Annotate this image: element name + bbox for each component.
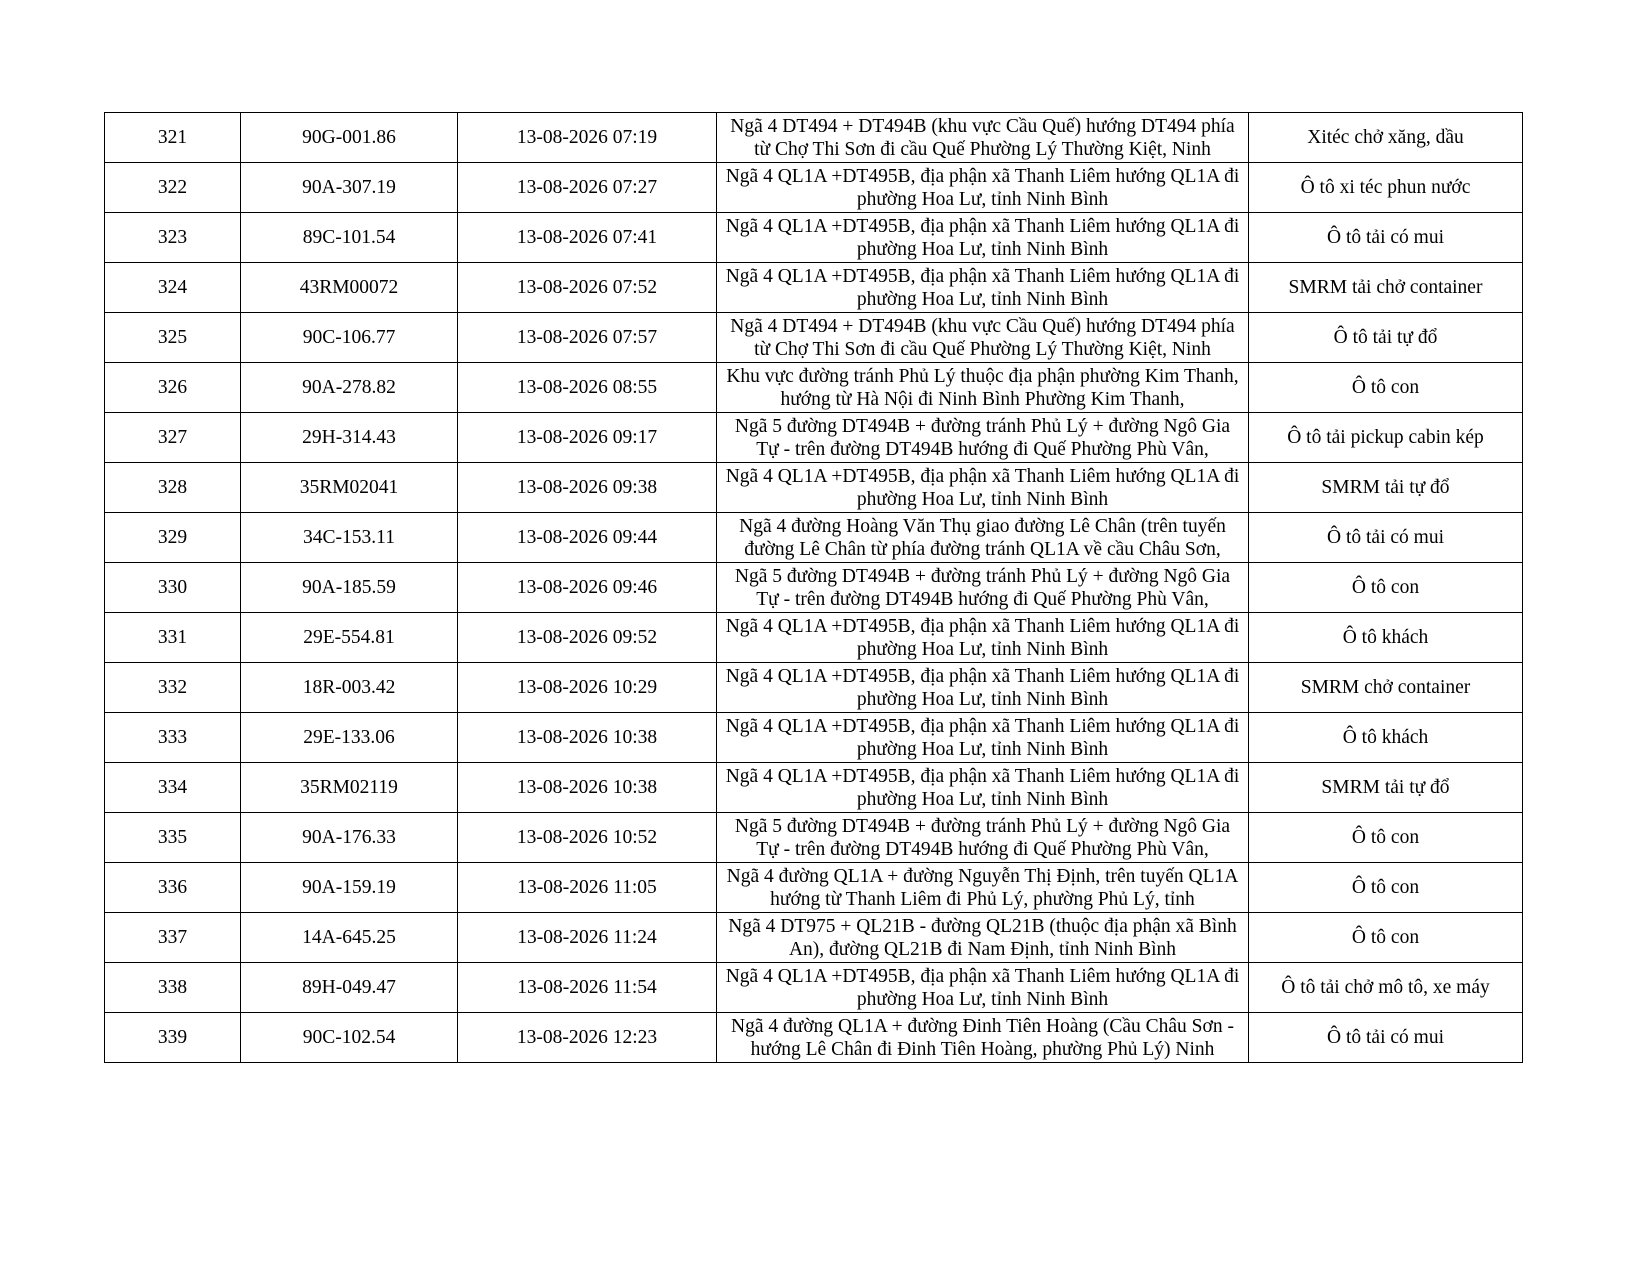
vehicle-type-cell: Ô tô tải chở mô tô, xe máy [1249, 963, 1523, 1013]
vehicle-type-cell: Ô tô tải có mui [1249, 1013, 1523, 1063]
row-number-cell: 329 [105, 513, 241, 563]
vehicle-type-cell: Ô tô tải pickup cabin kép [1249, 413, 1523, 463]
row-number-cell: 330 [105, 563, 241, 613]
location-cell [717, 413, 1249, 463]
location-text: Khu vực đường tránh Phủ Lý thuộc địa phận phường Kim Thanh, hướng từ Hà Nội đi Ninh Bình Phường Kim Thanh, [726, 365, 1239, 410]
location-text: Ngã 4 đường Hoàng Văn Thụ giao đường Lê Chân (trên tuyến đường Lê Chân từ phía đường tránh QL1A về cầu Châu Sơn, [739, 515, 1226, 560]
row-number-cell: 332 [105, 663, 241, 713]
location-cell [717, 963, 1249, 1013]
timestamp-cell: 13-08-2026 11:54 [458, 963, 717, 1013]
row-number-cell: 323 [105, 213, 241, 263]
location-cell [717, 363, 1249, 413]
timestamp-cell: 13-08-2026 09:46 [458, 563, 717, 613]
table-row [105, 663, 1523, 713]
vehicle-type-cell: Ô tô khách [1249, 713, 1523, 763]
location-cell [717, 313, 1249, 363]
location-cell [717, 763, 1249, 813]
table-row [105, 1013, 1523, 1063]
license-plate-cell: 90A-159.19 [241, 863, 458, 913]
timestamp-cell: 13-08-2026 10:29 [458, 663, 717, 713]
license-plate-cell: 18R-003.42 [241, 663, 458, 713]
table-row [105, 313, 1523, 363]
location-text: Ngã 4 QL1A +DT495B, địa phận xã Thanh Liêm hướng QL1A đi phường Hoa Lư, tỉnh Ninh Bình [725, 265, 1240, 310]
location-cell [717, 813, 1249, 863]
timestamp-cell: 13-08-2026 10:52 [458, 813, 717, 863]
row-number-cell: 322 [105, 163, 241, 213]
row-number-cell: 335 [105, 813, 241, 863]
license-plate-cell: 89C-101.54 [241, 213, 458, 263]
location-text: Ngã 4 QL1A +DT495B, địa phận xã Thanh Liêm hướng QL1A đi phường Hoa Lư, tỉnh Ninh Bình [725, 215, 1240, 260]
row-number-cell: 336 [105, 863, 241, 913]
row-number-cell: 325 [105, 313, 241, 363]
license-plate-cell: 90C-106.77 [241, 313, 458, 363]
table-row [105, 913, 1523, 963]
license-plate-cell: 89H-049.47 [241, 963, 458, 1013]
table-row [105, 713, 1523, 763]
location-text: Ngã 4 QL1A +DT495B, địa phận xã Thanh Liêm hướng QL1A đi phường Hoa Lư, tỉnh Ninh Bình [725, 765, 1240, 810]
row-number-cell: 324 [105, 263, 241, 313]
table-row [105, 863, 1523, 913]
vehicle-type-cell: Ô tô con [1249, 363, 1523, 413]
location-text: Ngã 5 đường DT494B + đường tránh Phủ Lý + đường Ngô Gia Tự - trên đường DT494B hướng đi Quế Phường Phù Vân, [734, 565, 1231, 610]
location-cell [717, 663, 1249, 713]
timestamp-cell: 13-08-2026 11:05 [458, 863, 717, 913]
location-cell [717, 563, 1249, 613]
vehicle-type-cell: Ô tô con [1249, 813, 1523, 863]
location-text: Ngã 4 QL1A +DT495B, địa phận xã Thanh Liêm hướng QL1A đi phường Hoa Lư, tỉnh Ninh Bình [725, 665, 1240, 710]
table-row [105, 413, 1523, 463]
location-cell [717, 513, 1249, 563]
vehicle-type-cell: Ô tô tải tự đổ [1249, 313, 1523, 363]
location-cell [717, 863, 1249, 913]
license-plate-cell: 35RM02119 [241, 763, 458, 813]
license-plate-cell: 29H-314.43 [241, 413, 458, 463]
license-plate-cell: 90A-278.82 [241, 363, 458, 413]
timestamp-cell: 13-08-2026 09:52 [458, 613, 717, 663]
timestamp-cell: 13-08-2026 09:38 [458, 463, 717, 513]
row-number-cell: 327 [105, 413, 241, 463]
timestamp-cell: 13-08-2026 12:23 [458, 1013, 717, 1063]
timestamp-cell: 13-08-2026 11:24 [458, 913, 717, 963]
location-text: Ngã 4 đường QL1A + đường Nguyễn Thị Định, trên tuyến QL1A hướng từ Thanh Liêm đi Phủ Lý, phường Phủ Lý, tỉnh [726, 865, 1239, 910]
table-row [105, 763, 1523, 813]
license-plate-cell: 43RM00072 [241, 263, 458, 313]
vehicle-type-cell: Ô tô khách [1249, 613, 1523, 663]
row-number-cell: 334 [105, 763, 241, 813]
table-row [105, 113, 1523, 163]
location-cell [717, 713, 1249, 763]
license-plate-cell: 14A-645.25 [241, 913, 458, 963]
license-plate-cell: 29E-554.81 [241, 613, 458, 663]
location-text: Ngã 4 DT494 + DT494B (khu vực Cầu Quế) hướng DT494 phía từ Chợ Thi Sơn đi cầu Quế Phường Lý Thường Kiệt, Ninh [730, 115, 1235, 160]
location-cell [717, 463, 1249, 513]
timestamp-cell: 13-08-2026 09:17 [458, 413, 717, 463]
table-row [105, 613, 1523, 663]
vehicle-type-cell: SMRM chở container [1249, 663, 1523, 713]
license-plate-cell: 34C-153.11 [241, 513, 458, 563]
row-number-cell: 331 [105, 613, 241, 663]
location-cell [717, 163, 1249, 213]
table-row [105, 213, 1523, 263]
vehicle-type-cell: SMRM tải tự đổ [1249, 463, 1523, 513]
location-cell [717, 613, 1249, 663]
location-text: Ngã 4 DT975 + QL21B - đường QL21B (thuộc địa phận xã Bình An), đường QL21B đi Nam Định, tỉnh Ninh Bình [728, 915, 1237, 960]
table-row [105, 963, 1523, 1013]
table-row [105, 563, 1523, 613]
timestamp-cell: 13-08-2026 07:52 [458, 263, 717, 313]
location-text: Ngã 4 QL1A +DT495B, địa phận xã Thanh Liêm hướng QL1A đi phường Hoa Lư, tỉnh Ninh Bình [725, 715, 1240, 760]
vehicle-type-cell: Ô tô con [1249, 913, 1523, 963]
license-plate-cell: 90A-185.59 [241, 563, 458, 613]
table-row [105, 363, 1523, 413]
vehicle-type-cell: Ô tô xi téc phun nước [1249, 163, 1523, 213]
location-cell [717, 263, 1249, 313]
timestamp-cell: 13-08-2026 07:27 [458, 163, 717, 213]
row-number-cell: 333 [105, 713, 241, 763]
location-cell [717, 1013, 1249, 1063]
vehicle-type-cell: Ô tô con [1249, 563, 1523, 613]
vehicle-type-cell: SMRM tải chở container [1249, 263, 1523, 313]
location-text: Ngã 5 đường DT494B + đường tránh Phủ Lý + đường Ngô Gia Tự - trên đường DT494B hướng đi Quế Phường Phù Vân, [734, 415, 1231, 460]
table-row [105, 163, 1523, 213]
license-plate-cell: 90G-001.86 [241, 113, 458, 163]
table-row [105, 463, 1523, 513]
location-text: Ngã 4 DT494 + DT494B (khu vực Cầu Quế) hướng DT494 phía từ Chợ Thi Sơn đi cầu Quế Phường Lý Thường Kiệt, Ninh [730, 315, 1235, 360]
license-plate-cell: 35RM02041 [241, 463, 458, 513]
license-plate-cell: 29E-133.06 [241, 713, 458, 763]
location-text: Ngã 4 đường QL1A + đường Đinh Tiên Hoàng (Cầu Châu Sơn - hướng Lê Chân đi Đinh Tiên Hoàng, phường Phủ Lý) Ninh [731, 1015, 1234, 1060]
location-text: Ngã 4 QL1A +DT495B, địa phận xã Thanh Liêm hướng QL1A đi phường Hoa Lư, tỉnh Ninh Bình [725, 165, 1240, 210]
timestamp-cell: 13-08-2026 10:38 [458, 713, 717, 763]
license-plate-cell: 90C-102.54 [241, 1013, 458, 1063]
location-text: Ngã 4 QL1A +DT495B, địa phận xã Thanh Liêm hướng QL1A đi phường Hoa Lư, tỉnh Ninh Bình [725, 465, 1240, 510]
location-cell [717, 913, 1249, 963]
license-plate-cell: 90A-307.19 [241, 163, 458, 213]
row-number-cell: 338 [105, 963, 241, 1013]
row-number-cell: 328 [105, 463, 241, 513]
timestamp-cell: 13-08-2026 09:44 [458, 513, 717, 563]
vehicle-type-cell: Ô tô tải có mui [1249, 213, 1523, 263]
table-row [105, 813, 1523, 863]
vehicle-type-cell: SMRM tải tự đổ [1249, 763, 1523, 813]
vehicle-type-cell: Xitéc chở xăng, dầu [1249, 113, 1523, 163]
license-plate-cell: 90A-176.33 [241, 813, 458, 863]
location-cell [717, 213, 1249, 263]
row-number-cell: 337 [105, 913, 241, 963]
timestamp-cell: 13-08-2026 07:19 [458, 113, 717, 163]
table-row [105, 263, 1523, 313]
location-text: Ngã 4 QL1A +DT495B, địa phận xã Thanh Liêm hướng QL1A đi phường Hoa Lư, tỉnh Ninh Bình [725, 615, 1240, 660]
timestamp-cell: 13-08-2026 07:41 [458, 213, 717, 263]
row-number-cell: 326 [105, 363, 241, 413]
violations-table [104, 112, 1523, 1063]
row-number-cell: 321 [105, 113, 241, 163]
location-text: Ngã 5 đường DT494B + đường tránh Phủ Lý + đường Ngô Gia Tự - trên đường DT494B hướng đi Quế Phường Phù Vân, [734, 815, 1231, 860]
violations-table-body [105, 113, 1523, 1063]
location-text: Ngã 4 QL1A +DT495B, địa phận xã Thanh Liêm hướng QL1A đi phường Hoa Lư, tỉnh Ninh Bình [725, 965, 1240, 1010]
timestamp-cell: 13-08-2026 07:57 [458, 313, 717, 363]
vehicle-type-cell: Ô tô tải có mui [1249, 513, 1523, 563]
row-number-cell: 339 [105, 1013, 241, 1063]
table-row [105, 513, 1523, 563]
timestamp-cell: 13-08-2026 08:55 [458, 363, 717, 413]
timestamp-cell: 13-08-2026 10:38 [458, 763, 717, 813]
location-cell [717, 113, 1249, 163]
vehicle-type-cell: Ô tô con [1249, 863, 1523, 913]
